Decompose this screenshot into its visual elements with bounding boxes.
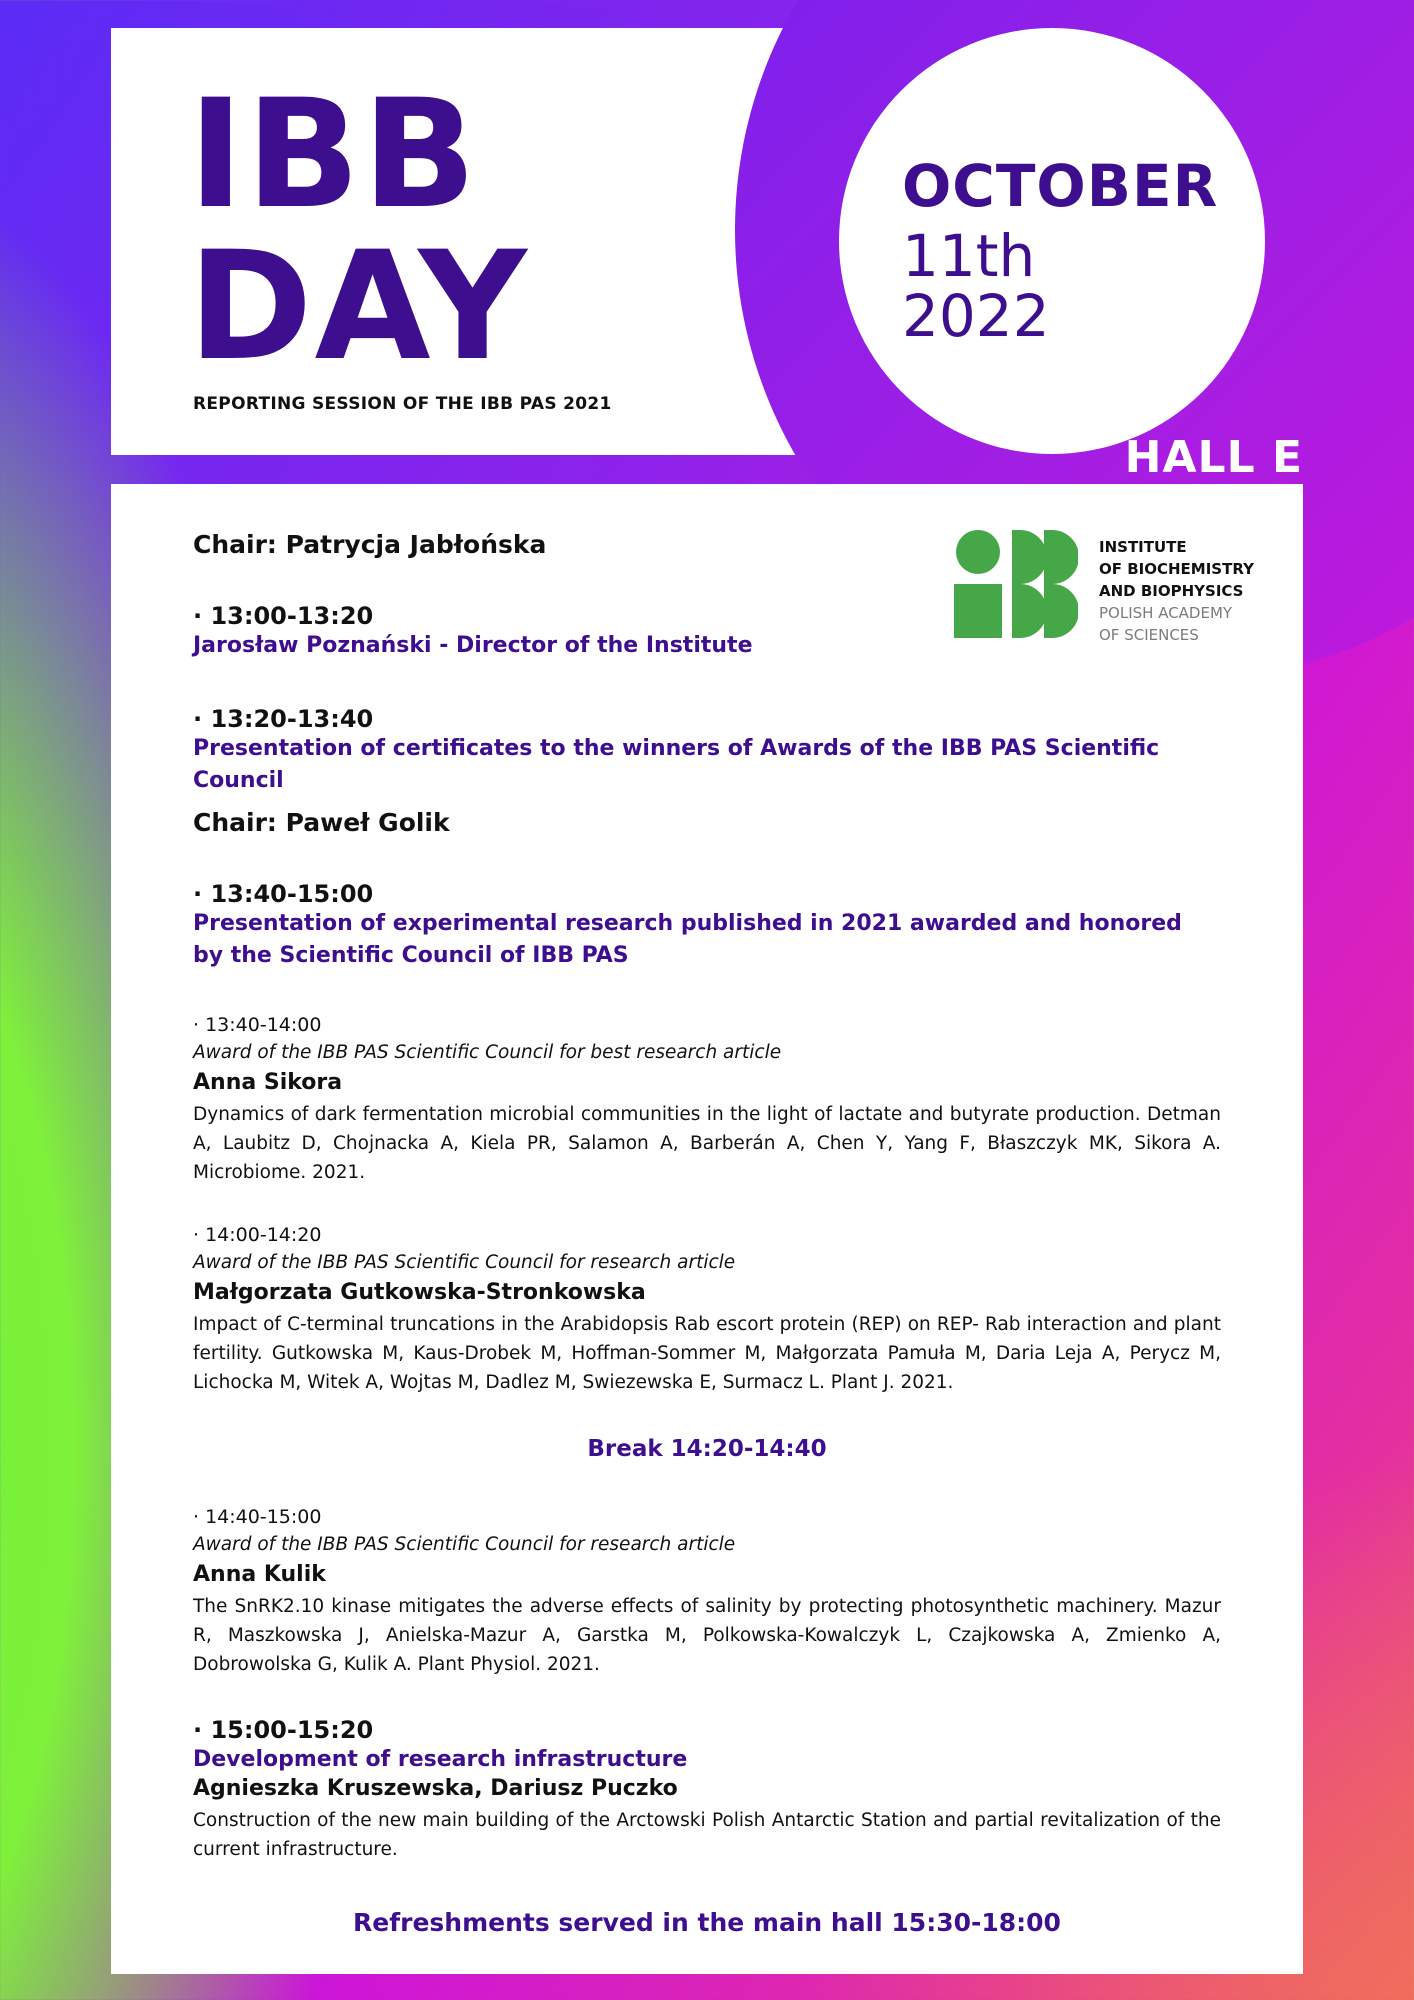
talk-2-speaker: Małgorzata Gutkowska-Stronkowska — [193, 1280, 646, 1305]
slot-2-time: · 13:20-13:40 — [193, 705, 374, 733]
talk-3-description: The SnRK2.10 kinase mitigates the adverse effects of salinity by protecting photosynthetic machinery. Mazur R, Maszkowska J, Anielska-Mazur A, Garstka M, Polkowska-Kowalczyk L, Czajkowska A, Zmienko A, Dobrowolska G, Kulik A. Plant Physiol. 2021. — [193, 1596, 1221, 1675]
talk-3-time: · 14:40-15:00 — [193, 1506, 322, 1528]
slot-1-title: Jarosław Poznański - Director of the Institute — [193, 633, 753, 658]
talk-1-speaker: Anna Sikora — [193, 1070, 343, 1095]
slot-4-description: Construction of the new main building of the Arctowski Polish Antarctic Station and partial revitalization of the current infrastructure. — [193, 1810, 1221, 1860]
chair-1: Chair: Patrycja Jabłońska — [193, 530, 547, 559]
hall-label: HALL E — [1124, 432, 1303, 483]
talk-1-award: Award of the IBB PAS Scientific Council for best research article — [193, 1042, 782, 1063]
slot-2-title: Presentation of certificates to the winners of Awards of the IBB PAS Scientific Council — [193, 736, 1160, 793]
logo-line-academy: POLISH ACADEMY — [1099, 604, 1233, 622]
talk-2-award: Award of the IBB PAS Scientific Council for research article — [193, 1252, 736, 1273]
talk-3-speaker: Anna Kulik — [193, 1562, 326, 1587]
slot-3-title-line2: by the Scientific Council of IBB PAS — [193, 943, 629, 968]
talk-2-description: Impact of C-terminal truncations in the Arabidopsis Rab escort protein (REP) on REP- Rab interaction and plant fertility. Gutkowska M, Kaus-Drobek M, Hoffman-Sommer M, Małgorzata Pamuła M, Daria Leja A, Perycz M, Lichocka M, Witek A, Wojtas M, Dadlez M, Swiezewska E, Surmacz L. Plant J. 2021. — [193, 1314, 1221, 1393]
date-year: 2022 — [902, 282, 1050, 350]
slot-3-title-line1: Presentation of experimental research published in 2021 awarded and honored — [193, 911, 1182, 936]
talk-2-time: · 14:00-14:20 — [193, 1224, 322, 1246]
talk-3-award: Award of the IBB PAS Scientific Council for research article — [193, 1534, 736, 1555]
logo-line-institute: INSTITUTE — [1099, 538, 1187, 556]
date-day: 11th — [902, 222, 1036, 290]
refreshments-label: Refreshments served in the main hall 15:30-18:00 — [353, 1908, 1061, 1937]
date-month: OCTOBER — [902, 152, 1219, 220]
ibb-logo — [954, 530, 1294, 646]
slot-4-title: Development of research infrastructure — [193, 1747, 688, 1772]
program-panel — [111, 484, 1303, 1974]
logo-text — [1099, 536, 1254, 646]
slot-4-time: · 15:00-15:20 — [193, 1716, 374, 1744]
logo-line-biochemistry: OF BIOCHEMISTRY — [1099, 560, 1254, 578]
slot-4-speaker: Agnieszka Kruszewska, Dariusz Puczko — [193, 1776, 678, 1801]
break-label: Break 14:20-14:40 — [587, 1436, 827, 1462]
talk-1-description: Dynamics of dark fermentation microbial communities in the light of lactate and butyrate production. Detman A, Laubitz D, Chojnacka A, Kiela PR, Salamon A, Barberán A, Chen Y, Yang F, Błaszczyk MK, Sikora A. Microbiome. 2021. — [193, 1104, 1221, 1183]
event-title-ibb: IBB — [188, 68, 479, 242]
logo-line-sciences: OF SCIENCES — [1099, 626, 1199, 644]
event-subtitle: REPORTING SESSION OF THE IBB PAS 2021 — [193, 394, 612, 414]
chair-2: Chair: Paweł Golik — [193, 808, 450, 837]
event-title-day: DAY — [188, 220, 529, 394]
ibb-logo-icon — [954, 530, 1078, 638]
logo-line-biophysics: AND BIOPHYSICS — [1099, 582, 1244, 600]
slot-1-time: · 13:00-13:20 — [193, 602, 374, 630]
talk-1-time: · 13:40-14:00 — [193, 1014, 322, 1036]
slot-3-time: · 13:40-15:00 — [193, 880, 374, 908]
